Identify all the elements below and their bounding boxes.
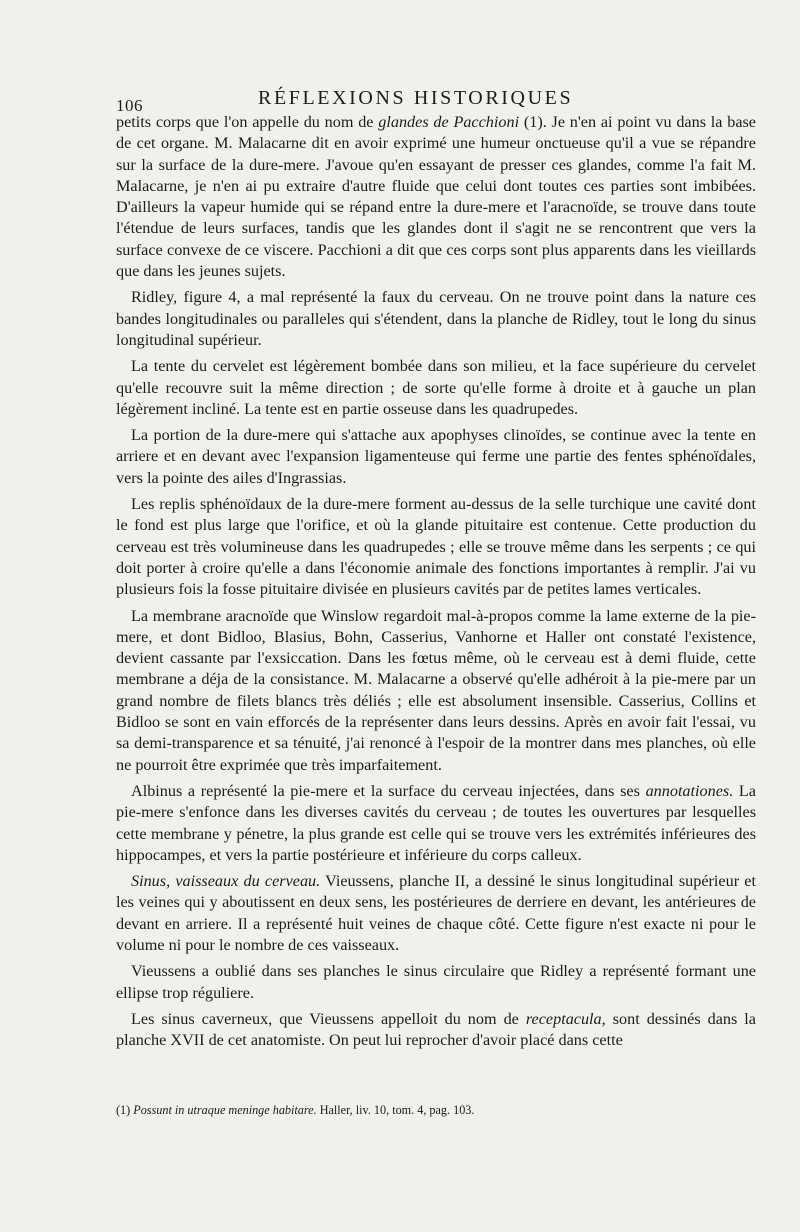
- running-title: RÉFLEXIONS HISTORIQUES: [258, 87, 574, 109]
- paragraph: [116, 871, 756, 956]
- paragraph: [116, 781, 756, 866]
- text-run: Albinus a représenté la pie-mere et la surface du cerveau injectées, dans ses: [131, 781, 646, 800]
- text-run: sont dessinés dans la planche XVII de cet anatomiste. On peut lui reprocher d'avoir placé dans cette: [116, 1009, 756, 1050]
- text-run: La pie-mere s'enfonce dans les diverses cavités du cerveau ; de toutes les ouvertures par lesquelles cette membrane y pénetre, la plus grande est celle qui se trouve vers les extrémités inférieures des hippocampes, et vers la partie postérieure et inférieure du corps calleux.: [116, 781, 756, 864]
- text-run: petits corps que l'on appelle du nom de: [116, 113, 379, 131]
- page-number: 106: [116, 96, 143, 115]
- italic-text: Sinus, vaisseaux du cerveau.: [131, 872, 321, 891]
- text-run: Les sinus caverneux, que Vieussens appelloit du nom de: [131, 1009, 526, 1028]
- italic-text: receptacula,: [525, 1009, 606, 1028]
- text-run: (1): [116, 1103, 134, 1117]
- text-run: La membrane aracnoïde que Winslow regardoit mal-à-propos comme la lame externe de la pie-mere, et dont Bidloo, Blasius, Bohn, Casserius, Vanhorne et Haller ont constaté l'existence, devient cassante par l'exsiccation. Dans les fœtus même, où le cerveau est à demi fluide, cette membrane a déja de la consistance. M. Malacarne a observé qu'elle adhéroit à la pie-mere par un grand nombre de filets blancs très déliés ; elle est absolument insensible. Casserius, Collins et Bidloo se sont en vain efforcés de la représenter dans leurs dessins. Après en avoir fait l'essai, vu sa demi-transparence et sa ténuité, j'ai renoncé à l'espoir de la montrer dans mes planches, où elle ne pourroit être exprimée que très imparfaitement.: [116, 606, 756, 774]
- paragraph: [116, 356, 756, 420]
- text-run: Vieussens a oublié dans ses planches le sinus circulaire que Ridley a représenté formant une ellipse trop réguliere.: [116, 962, 756, 1002]
- text-run: Haller, liv. 10, tom. 4, pag. 103.: [316, 1103, 475, 1117]
- paragraph: [116, 425, 756, 489]
- paragraph: [116, 494, 756, 600]
- footnotes: [116, 1102, 756, 1118]
- paragraph: [116, 606, 756, 776]
- italic-text: annotationes.: [645, 781, 734, 800]
- text-run: (1). Je n'en ai point vu dans la base de cet organe. M. Malacarne dit en avoir exprimé une humeur onctueuse qu'il a vue se répandre sur la surface de la dure-mere. J'avoue qu'en essayant de presser ces glandes, comme l'a fait M. Malacarne, je n'en ai pu extraire d'autre fluide que celui dont toutes ces parties sont imbibées. D'ailleurs la vapeur humide qui se répand entre la dure-mere et l'aracnoïde, se trouve dans toute l'étendue de leurs surfaces, tandis que les glandes dont il s'agit ne se rencontrent que vers la surface convexe de ce viscere. Pacchioni a dit que ces corps sont plus apparents dans les vieillards que dans les jeunes sujets.: [116, 113, 756, 281]
- paragraph: [116, 112, 756, 282]
- paragraph: [116, 1009, 756, 1052]
- italic-text: glandes de Pacchioni: [378, 113, 520, 131]
- paragraph: [116, 961, 756, 1004]
- text-run: Ridley, figure 4, a mal représenté la faux du cerveau. On ne trouve point dans la nature ces bandes longitudinales ou paralleles qui s'étendent, dans la planche de Ridley, tout le long du sinus longitudinal supérieur.: [116, 288, 756, 349]
- text-run: La portion de la dure-mere qui s'attache aux apophyses clinoïdes, se continue avec la tente en arriere et en devant avec l'expansion ligamenteuse qui ferme une partie des fentes sphénoïdales, vers la pointe des ailes d'Ingrassias.: [116, 426, 756, 487]
- text-run: Vieussens, planche II, a dessiné le sinus longitudinal supérieur et les veines qui y aboutissent en deux sens, les postérieures de derriere en devant, les antérieures de devant en arriere. Il a représenté huit veines de chaque côté. Cette figure n'est exacte ni pour le volume ni pour le nombre de ces vaisseaux.: [116, 872, 756, 954]
- text-run: Les replis sphénoïdaux de la dure-mere forment au-dessus de la selle turchique une cavité dont le fond est plus large que l'orifice, et où la glande pituitaire est contenue. Cette production du cerveau est très volumineuse dans les quadrupedes ; elle se trouve même dans les serpents ; ce qui doit porter à croire qu'elle a dans l'économie animale des fonctions importantes à remplir. J'ai vu plusieurs fois la fosse pituitaire divisée en plusieurs cavités par de petites lames verticales.: [116, 495, 756, 599]
- italic-text: Possunt in utraque meninge habitare.: [133, 1103, 317, 1117]
- paragraph: [116, 287, 756, 351]
- text-run: La tente du cervelet est légèrement bombée dans son milieu, et la face supérieure du cervelet qu'elle recouvre suit la même direction ; de sorte qu'elle forme à droite et à gauche un plan légèrement incliné. La tente est en partie osseuse dans les quadrupedes.: [116, 357, 756, 418]
- footnote: [116, 1102, 756, 1118]
- body-text: [116, 112, 756, 1056]
